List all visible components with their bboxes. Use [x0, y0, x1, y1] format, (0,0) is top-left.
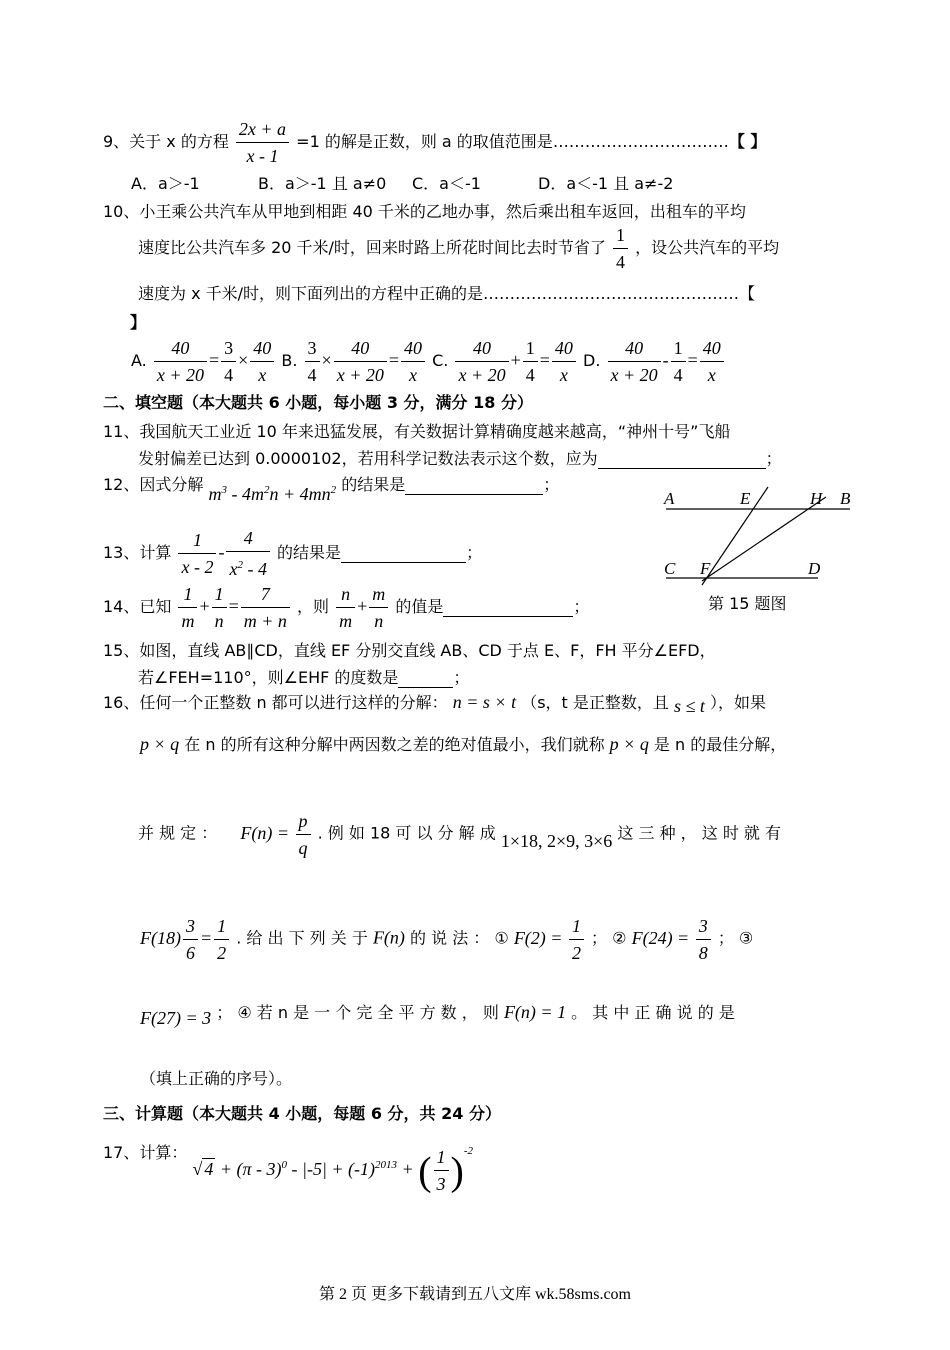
- q17-prefix: 17、计算：: [103, 1143, 188, 1162]
- q11-line2: [138, 446, 782, 469]
- q16-line2: [140, 732, 786, 755]
- q16-n-eq-st: n = s × t: [452, 692, 517, 712]
- q13-answer-blank: [341, 543, 466, 563]
- q13-frac2: $\frac{4}{x^2 - 4}$: [226, 525, 270, 582]
- q16-line5-a: ； ④ 若 n 是 一 个 完 全 平 方 数 ， 则: [216, 1003, 499, 1022]
- q16-line1: [103, 690, 766, 716]
- q10-opt-b-label: B.: [281, 351, 298, 370]
- q16-fn-eq-1: F(n) = 1: [503, 1002, 567, 1022]
- q14-suffix: 的值是: [395, 597, 444, 616]
- q13-line: 13、计算 $\frac{1}{x - 2}$ - $\frac{4}{x^2 - 4}$ 的结果是 ；: [103, 525, 482, 582]
- figure-caption: 第 15 题图: [708, 594, 787, 613]
- q16-fn-def: F(n) = $\frac{p}{q}$: [240, 823, 312, 843]
- q12-answer-blank: [405, 475, 543, 495]
- q9-fraction: $\frac{2x + a}{x - 1}$: [236, 116, 289, 169]
- q16-line6: （填上正确的序号）。: [140, 1069, 293, 1088]
- q10-line2-a: 速度比公共汽车多 20 千米/时，回来时路上所花时间比去时节省了: [138, 238, 606, 257]
- q16-f24: F(24) = $\frac{3}{8}$: [632, 928, 713, 948]
- q16-line1-b: （s，t 是正整数，且: [521, 693, 669, 712]
- q16-line3: [138, 808, 781, 861]
- label-e: E: [740, 489, 751, 508]
- q14-mid: ，则: [297, 597, 330, 616]
- q10-opt-b-frac2: $\frac{40}{x + 20}$: [334, 335, 387, 388]
- label-d: D: [808, 559, 821, 578]
- q12-end: ；: [543, 475, 560, 494]
- q13-prefix: 13、计算: [103, 543, 172, 562]
- q14-answer-blank: [443, 597, 573, 617]
- label-h: H: [810, 489, 823, 508]
- q16-line4-c: ； ②: [591, 928, 627, 948]
- q10-fraction-quarter: $\frac{1}{4}$: [613, 222, 628, 275]
- line-ef: [702, 487, 768, 585]
- q9-option-b: B．a＞-1 且 a≠0: [258, 174, 387, 193]
- q10-line2-b: ，设公共汽车的平均: [635, 238, 780, 257]
- label-a: A: [664, 489, 675, 508]
- q10-opt-a-label: A.: [131, 351, 147, 370]
- q13-end: ；: [466, 543, 483, 562]
- q9-dots: ……………………………: [552, 132, 729, 151]
- q9-line: [103, 116, 766, 169]
- q16-line4-a: . 给 出 下 列 关 于: [236, 928, 368, 948]
- q15-text: 若∠FEH=110°，则∠EHF 的度数是: [138, 668, 399, 687]
- q10-opt-a-frac1: $\frac{40}{x + 20}$: [154, 335, 207, 388]
- q16-line5: [140, 1000, 735, 1028]
- q11-text: 发射偏差已达到 0.0000102，若用科学记数法表示这个数，应为: [138, 449, 598, 468]
- q14-frac3: $\frac{7}{m + n}$: [241, 581, 290, 634]
- q16-line3-c: 这 三 种 ， 这 时 就 有: [617, 823, 781, 843]
- q16-f27: F(27) = 3: [140, 1008, 212, 1028]
- q15-line2: [138, 665, 469, 688]
- q9-suffix: =1 的解是正数，则 a 的取值范围是: [296, 132, 553, 151]
- label-c: C: [664, 559, 676, 578]
- page-footer: 第 2 页 更多下载请到五八文库 wk.58sms.com: [318, 1286, 631, 1303]
- q9-option-a: A．a＞-1: [131, 174, 200, 193]
- q14-end: ；: [573, 597, 590, 616]
- q14-prefix: 14、已知: [103, 597, 172, 616]
- q16-p-times-q-2: p × q: [609, 734, 649, 754]
- q10-line3: 速度为 x 千米/时，则下面列出的方程中正确的是…………………………………………【: [138, 284, 756, 303]
- q10-options: A. $\frac{40}{x + 20}$ = $\frac{3}{4}$ × $\frac{40}{x}$ B. $\frac{3}{4}$ × $\frac{40}{x + 20}$ = $\frac{40}{x}$ C. $\frac{40}{x + 20}$ + $\frac{1}{4}$ = $\frac{40}{x}$ D. $\frac{40}{x + 20}$ - $\frac{1}{4}$ = $\frac{40}{x}$: [131, 335, 726, 388]
- q9-bracket: 【 】: [728, 132, 767, 151]
- q14-frac4: $\frac{n}{m}$: [336, 581, 355, 634]
- q14-frac1: $\frac{1}{m}$: [178, 581, 197, 634]
- q12-line: [103, 472, 560, 504]
- q16-factorizations: 1×18, 2×9, 3×6: [500, 830, 613, 851]
- section2-heading: 二、填空题（本大题共 6 小题，每小题 3 分，满分 18 分）: [103, 393, 533, 412]
- q16-line1-a: 16、任何一个正整数 n 都可以进行这样的分解：: [103, 693, 448, 712]
- q11-answer-blank: [598, 449, 766, 469]
- q13-suffix: 的结果是: [277, 543, 342, 562]
- q16-line3-a: 并 规 定 ：: [138, 823, 218, 843]
- q14-frac2: $\frac{1}{n}$: [212, 581, 227, 634]
- q15-line1: 15、如图，直线 AB∥CD，直线 EF 分别交直线 AB、CD 于点 E、F，FH 平分∠EFD，: [103, 641, 716, 660]
- q10-opt-b-frac1: $\frac{3}{4}$: [305, 335, 320, 388]
- q16-line4-b: 的 说 法 ： ①: [410, 928, 509, 948]
- q16-line4-d: ； ③: [717, 928, 754, 948]
- label-b: B: [840, 489, 851, 508]
- label-f: F: [700, 559, 711, 578]
- q16-line3-b: . 例 如 18 可 以 分 解 成: [317, 823, 496, 843]
- q10-opt-d-frac1: $\frac{40}{x + 20}$: [608, 335, 661, 388]
- q16-p-times-q-1: p × q: [140, 734, 180, 754]
- q10-opt-c-frac2: $\frac{1}{4}$: [523, 335, 538, 388]
- q9-option-c: C．a＜-1: [412, 174, 481, 193]
- q11-end: ；: [765, 449, 782, 468]
- q17-expression: √ $4 + (\pi - 3)^0 - |-5| + (-1)^{2013}$ + ( $\frac{1}{3}$ )$^{-2}$: [192, 1144, 474, 1194]
- q10-opt-a-frac2: $\frac{3}{4}$: [221, 335, 236, 388]
- q10-opt-d-frac2: $\frac{1}{4}$: [671, 335, 686, 388]
- q16-line5-b: 。 其 中 正 确 说 的 是: [571, 1003, 735, 1022]
- q16-f18: F(18) $\frac{3}{6}$ = $\frac{1}{2}$: [140, 928, 231, 948]
- q10-opt-d-label: D.: [583, 351, 601, 370]
- q16-f2: F(2) = $\frac{1}{2}$: [514, 928, 586, 948]
- q14-line: 14、已知 $\frac{1}{m}$ + $\frac{1}{n}$ = $\frac{7}{m + n}$ ，则 $\frac{n}{m}$ + $\frac{m}{n}$ 的值是 ；: [103, 581, 589, 634]
- q16-line1-c: ），如果: [709, 693, 766, 712]
- q16-line4: [140, 913, 753, 966]
- q12-suffix: 的结果是: [341, 475, 406, 494]
- q10-opt-c-frac3: $\frac{40}{x}$: [552, 335, 576, 388]
- q17-line: [103, 1140, 473, 1193]
- q14-frac5: $\frac{m}{n}$: [369, 581, 388, 634]
- section3-heading: 三、计算题（本大题共 4 小题，每题 6 分，共 24 分）: [103, 1104, 501, 1123]
- q11-line1: 11、我国航天工业近 10 年来迅猛发展，有关数据计算精确度越来越高，“神州十号”飞船: [103, 422, 731, 441]
- q13-frac1: $\frac{1}{x - 2}$: [178, 527, 216, 580]
- q9-prefix: 9、关于 x 的方程: [103, 132, 229, 151]
- q9-option-d: D．a＜-1 且 a≠-2: [538, 174, 674, 193]
- q10-opt-d-frac3: $\frac{40}{x}$: [700, 335, 724, 388]
- q10-line1: 10、小王乘公共汽车从甲地到相距 40 千米的乙地办事，然后乘出租车返回，出租车的平均: [103, 202, 746, 221]
- q10-line4: 】: [130, 313, 147, 332]
- q16-s-le-t: s ≤ t: [673, 696, 705, 716]
- q10-opt-a-frac3: $\frac{40}{x}$: [250, 335, 274, 388]
- q12-prefix: 12、因式分解: [103, 475, 204, 494]
- q16-fn: F(n): [372, 927, 405, 948]
- q12-expression: $m^3 - 4m^2n + 4mn^2$: [208, 484, 337, 504]
- q15-answer-blank: [398, 668, 453, 688]
- q10-line2: [138, 222, 779, 275]
- q10-opt-c-frac1: $\frac{40}{x + 20}$: [455, 335, 508, 388]
- q16-line2-b: 是 n 的最佳分解，: [653, 735, 787, 754]
- q10-opt-b-frac3: $\frac{40}{x}$: [401, 335, 425, 388]
- q16-line2-a: 在 n 的所有这种分解中两因数之差的绝对值最小，我们就称: [184, 735, 605, 754]
- q10-opt-c-label: C.: [432, 351, 449, 370]
- q15-end: ；: [453, 668, 470, 687]
